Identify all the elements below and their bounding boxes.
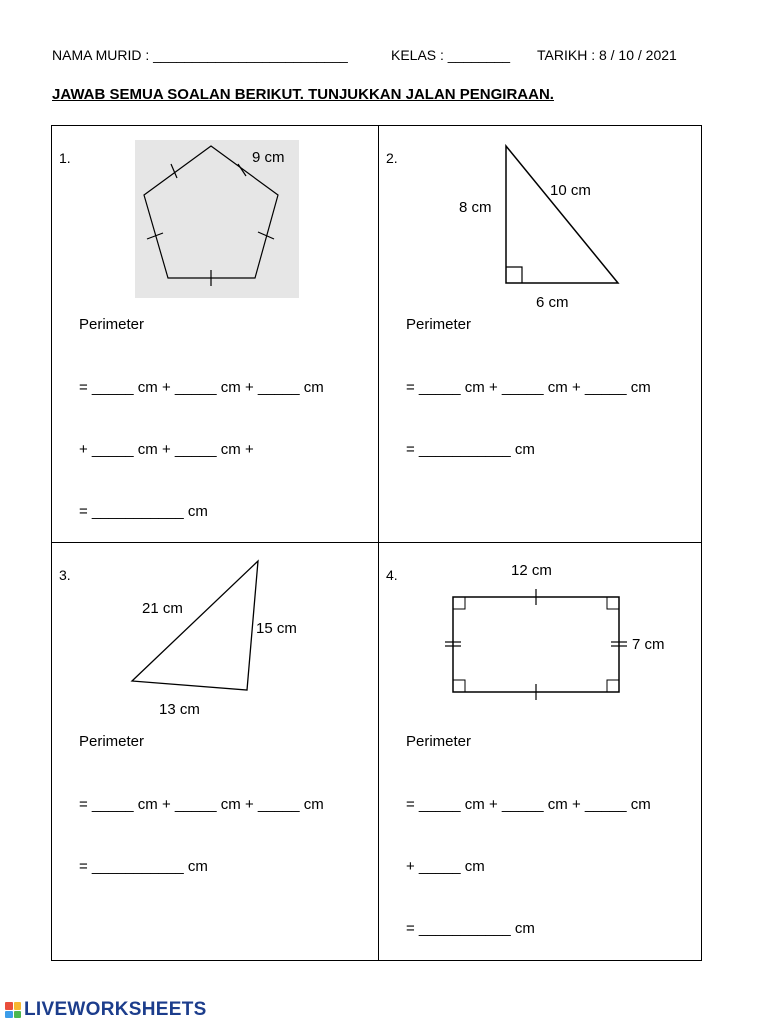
side-label: 10 cm — [550, 182, 591, 199]
triangle-shape — [132, 561, 258, 690]
question-4 — [379, 543, 705, 959]
answer-line-1[interactable]: = _____ cm + _____ cm + _____ cm — [406, 379, 651, 396]
pentagon-figure — [135, 140, 299, 298]
perimeter-label: Perimeter — [406, 316, 472, 333]
answer-line-3[interactable]: = ___________ cm — [406, 920, 535, 937]
perimeter-label: Perimeter — [406, 733, 472, 750]
logo-text: LIVEWORKSHEETS — [24, 999, 207, 1020]
answer-line-1[interactable]: = _____ cm + _____ cm + _____ cm — [79, 379, 324, 396]
right-angle-marker — [453, 597, 465, 609]
side-label: 9 cm — [252, 149, 285, 166]
side-label: 6 cm — [536, 294, 569, 311]
question-grid — [51, 125, 702, 961]
student-name-field[interactable]: NAMA MURID : _________________________ — [52, 47, 348, 63]
question-2 — [379, 126, 705, 542]
question-number: 4. — [386, 567, 398, 583]
question-number: 2. — [386, 150, 398, 166]
answer-line-1[interactable]: = _____ cm + _____ cm + _____ cm — [406, 796, 651, 813]
side-label: 12 cm — [511, 562, 552, 579]
perimeter-label: Perimeter — [79, 316, 145, 333]
question-number: 3. — [59, 567, 71, 583]
liveworksheets-logo — [5, 999, 207, 1021]
question-number: 1. — [59, 150, 71, 166]
side-label: 15 cm — [256, 620, 297, 637]
rectangle-figure — [429, 553, 679, 703]
answer-line-2[interactable]: = ___________ cm — [79, 858, 208, 875]
date-field: TARIKH : 8 / 10 / 2021 — [537, 47, 677, 63]
right-angle-marker — [453, 680, 465, 692]
answer-line-1[interactable]: = _____ cm + _____ cm + _____ cm — [79, 796, 324, 813]
logo-mark-icon — [5, 1002, 21, 1018]
question-1 — [52, 126, 378, 542]
right-triangle-shape — [506, 146, 618, 283]
right-triangle-figure — [449, 140, 629, 310]
side-label: 13 cm — [159, 701, 200, 718]
instruction-heading: JAWAB SEMUA SOALAN BERIKUT. TUNJUKKAN JALAN PENGIRAAN. — [52, 86, 554, 103]
student-info-header — [52, 47, 712, 65]
question-3 — [52, 543, 378, 959]
answer-line-3[interactable]: = ___________ cm — [79, 503, 208, 520]
side-label: 8 cm — [459, 199, 492, 216]
perimeter-label: Perimeter — [79, 733, 145, 750]
right-angle-marker — [607, 597, 619, 609]
answer-line-2[interactable]: + _____ cm — [406, 858, 485, 875]
right-angle-marker — [506, 267, 522, 283]
right-angle-marker — [607, 680, 619, 692]
class-field[interactable]: KELAS : ________ — [391, 47, 511, 63]
triangle-figure — [132, 557, 312, 719]
rectangle-shape — [453, 597, 619, 692]
answer-line-2[interactable]: + _____ cm + _____ cm + — [79, 441, 254, 458]
side-label: 7 cm — [632, 636, 665, 653]
answer-line-2[interactable]: = ___________ cm — [406, 441, 535, 458]
side-label: 21 cm — [142, 600, 183, 617]
